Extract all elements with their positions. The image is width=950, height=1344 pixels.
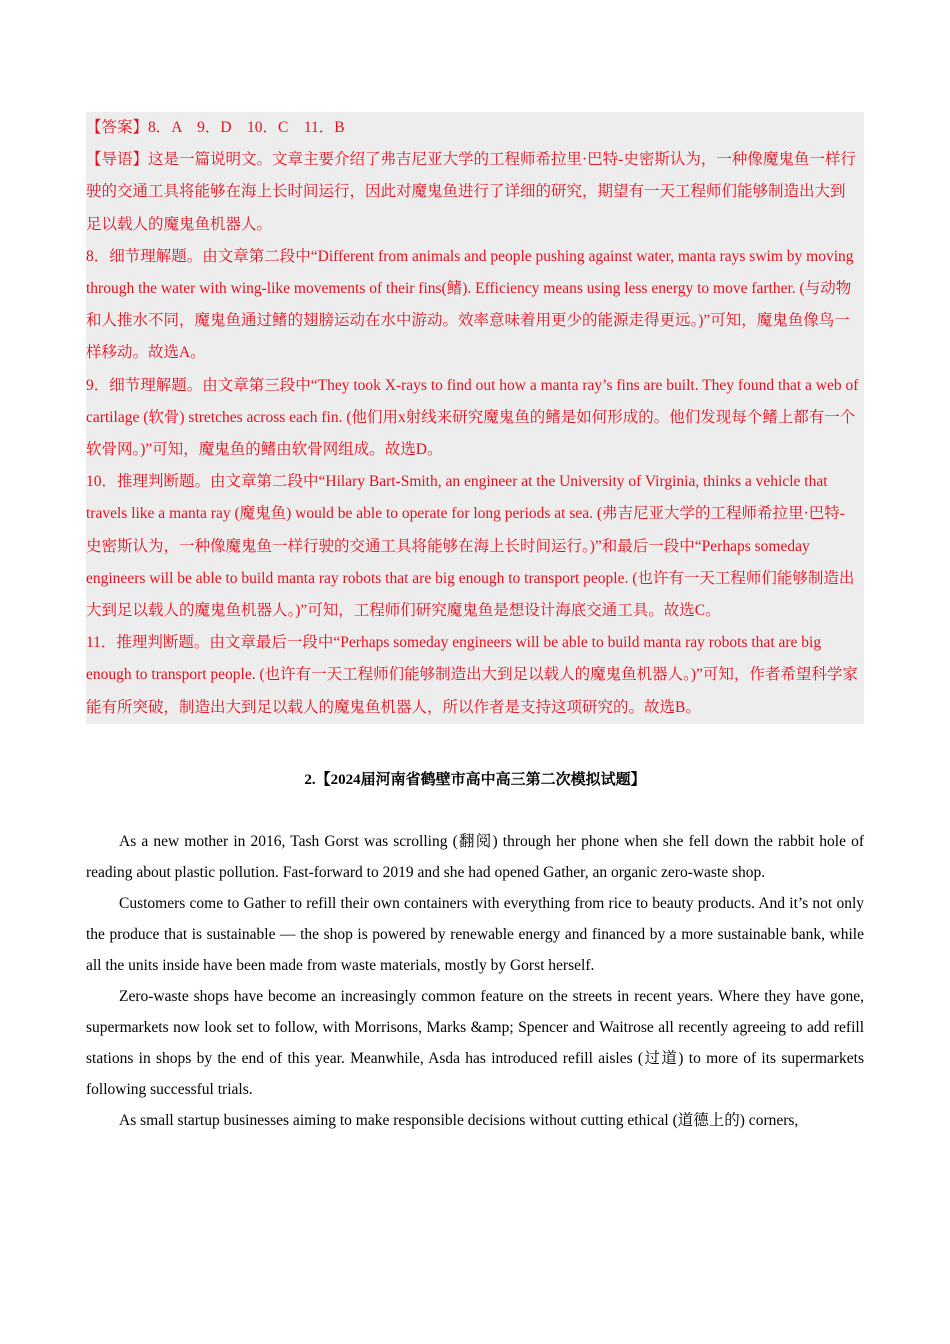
passage-paragraph-4: As small startup businesses aiming to make responsible decisions without cutting ethical (道德上的) corners,	[119, 1111, 799, 1129]
passage-paragraph-1: As a new mother in 2016, Tash Gorst was scrolling (翻阅) through her phone when she fell down the rabbit hole of reading about plastic pollution. Fast-forward to 2019 and she had opened Gather, an organic zero-waste shop.	[86, 832, 864, 881]
explanation-10: 10．推理判断题。由文章第二段中“Hilary Bart-Smith, an engineer at the University of Virginia, thinks a vehicle that travels like a manta ray (魔鬼鱼) would be able to operate for long periods at sea. (弗吉尼亚大学的工程师希拉里·巴特-史密斯认为，一种像魔鬼鱼一样行驶的交通工具将能够在海上长时间运行。)”和最后一段中“Perhaps someday engineers will be able to build manta ray robots that are big enough to transport people. (也许有一天工程师们能够制造出大到足以载人的魔鬼鱼机器人。)”可知，工程师们研究魔鬼鱼是想设计海底交通工具。故选C。	[86, 473, 855, 620]
reading-passage	[86, 826, 864, 1136]
passage-paragraph-3: Zero-waste shops have become an increasingly common feature on the streets in recent years. Where they have gone, supermarkets now look set to follow, with Morrisons, Marks &amp; Spencer and Waitrose all recently agreeing to add refill stations in shops by the end of this year. Meanwhile, Asda has introduced refill aisles (过道) to more of its supermarkets following successful trials.	[86, 987, 864, 1098]
question-title: 2.【2024届河南省鹤壁市高中高三第二次模拟试题】	[304, 771, 646, 788]
passage-paragraph-2: Customers come to Gather to refill their own containers with everything from rice to beauty products. And it’s not only the produce that is sustainable — the shop is powered by renewable energy and financed by a more sustainable bank, while all the units inside have been made from waste materials, mostly by Gorst herself.	[86, 894, 864, 974]
document-page	[86, 112, 864, 1136]
explanation-8: 8．细节理解题。由文章第二段中“Different from animals and people pushing against water, manta rays swim by moving through the water with wing-like movements of their fins(鳍). Efficiency means using less energy to move farther. (与动物和人推水不同，魔鬼鱼通过鳍的翅膀运动在水中游动。效率意味着用更少的能源走得更远。)”可知，魔鬼鱼像鸟一样移动。故选A。	[86, 247, 854, 362]
explanation-9: 9．细节理解题。由文章第三段中“They took X-rays to find out how a manta ray’s fins are built. They found that a web of cartilage (软骨) stretches across each fin. (他们用x射线来研究魔鬼鱼的鳍是如何形成的。他们发现每个鳍上都有一个软骨网。)”可知，魔鬼鱼的鳍由软骨网组成。故选D。	[86, 376, 859, 459]
guide-paragraph: 【导语】这是一篇说明文。文章主要介绍了弗吉尼亚大学的工程师希拉里·巴特-史密斯认为，一种像魔鬼鱼一样行驶的交通工具将能够在海上长时间运行，因此对魔鬼鱼进行了详细的研究，期望有一天工程师们能够制造出大到足以载人的魔鬼鱼机器人。	[86, 151, 856, 233]
answer-explanation-box	[86, 112, 864, 724]
explanation-11: 11．推理判断题。由文章最后一段中“Perhaps someday engineers will be able to build manta ray robots that are big enough to transport people. (也许有一天工程师们能够制造出大到足以载人的魔鬼鱼机器人。)”可知，作者希望科学家能有所突破，制造出大到足以载人的魔鬼鱼机器人，所以作者是支持这项研究的。故选B。	[86, 634, 858, 716]
answer-line: 【答案】8．A 9．D 10．C 11．B	[86, 119, 345, 136]
